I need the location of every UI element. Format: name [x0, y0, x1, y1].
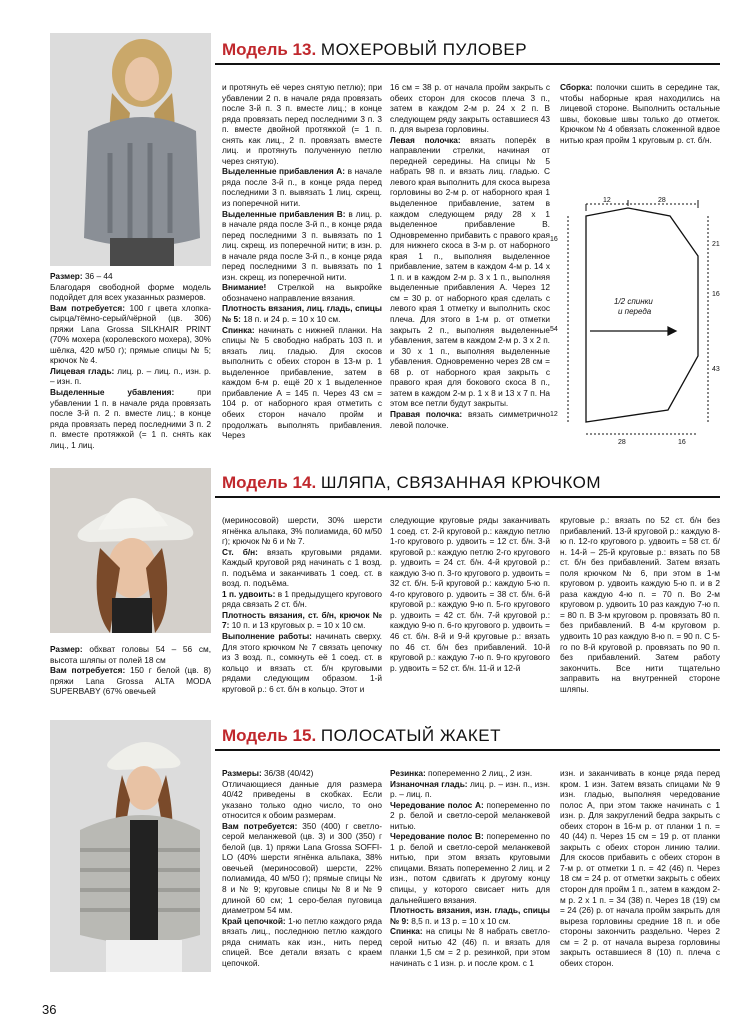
- schema-side-r3: 43: [712, 366, 720, 373]
- m14c2-p0: (мериносовой) шерсти, 30% шерсти ягнёнка альпака, 3% полиамида, 60 м/50 г); крючок № 6 и № 7.: [222, 515, 382, 547]
- model14-name: ШЛЯПА, СВЯЗАННАЯ КРЮЧКОМ: [320, 473, 602, 492]
- schema-left-c: 12: [550, 411, 558, 418]
- model15-col2: [390, 768, 550, 978]
- model15-number: Модель 15.: [222, 726, 317, 745]
- m13c3-p1: Левая полочка: вязать поперёк в направлении стрелки, начиная от передней середины. На спицы № 5 набрать 98 п. и вязать лиц. гладью. С левого края выполнить для скоса выреза горловины во 2-м р. от наборного края 1 выделенное прибавление, затем в каждом следующем ряду 28 х 1 выделенное прибавление В. Одновременно прибавить с правого края для нижнего скоса в 3-м р. от наборного края 1 п., выполняя выделенное прибавление, затем в каждом 4-м р. 14 х 1 п. и в каждом 2-м р. 3 х 1 п., выполняя выделенные прибавления А. Через 12 см = 30 р. от наборного края сделать с левого края 1 отметку и выполнить скос плеча. Для этого в 1-м р. от отметки закрыть 2 п., выполняя выделенные убавления, затем в каждом 2-м р. 3 х 2 п. и 30 х 1 п., выполняя выделенные убавления. Одновременно через 28 см = 68 р. от наборного края закрыть с правого края для бокового скоса 8 п., затем в каждом 2-м р. 1 х 8 и 13 х 7 п. На этом все петли будут закрыты.: [390, 134, 550, 409]
- schema-diagram: [548, 196, 720, 448]
- model13-col1: [50, 271, 211, 451]
- model13-photo: [50, 33, 211, 266]
- m13c2-p2: Выделенные прибавления В: в лиц. р. в начале ряда после 3-й п., в конце ряда перед последними 3 п. вывязать по 1 лиц. скрещ. из поперечной нити; в изн. р. в начале ряда после 3-й п., в конце ряда перед последними 3 п. вывязать по 1 изн. скрещ. из поперечной нити.: [222, 208, 382, 282]
- schema-side-r1: 21: [712, 241, 720, 248]
- schema-side-r2: 16: [712, 291, 720, 298]
- model14-number: Модель 14.: [222, 473, 317, 492]
- schema-label-2: и переда: [618, 307, 652, 316]
- m15c2-p2: Чередование полос А: попеременно по 2 р. белой и светло-серой меланжевой нитью.: [390, 799, 550, 831]
- m13c2-p4: Плотность вязания, лиц. гладь, спицы № 5: 18 п. и 24 р. = 10 х 10 см.: [222, 303, 382, 325]
- m15c1-p2: Вам потребуется: 350 (400) г светло-серой меланжевой (цв. 3) и 300 (350) г белой (цв. 1) пряжи Lana Grossa SOFFI-LO (40% шерсти ягнёнка альпака, 38% овечьей (мериносовой) шерсти, 22% полиамида, 40 м/50 г); прямые спицы № 8 и № 9; круговые спицы № 8 и № 9 длиной 60 см; 1 серо-белая пуговица диаметром 54 мм.: [222, 820, 382, 916]
- model13-col4: [560, 82, 720, 192]
- pattern-schema: [548, 196, 720, 448]
- m13c3-p2: Правая полочка: вязать симметрично левой полочке.: [390, 408, 550, 430]
- page-number: 36: [42, 1002, 57, 1017]
- m13c1-p2: Вам потребуется: 100 г цвета хлопка-сырца/тёмно-серый/чёрной (цв. 306) пряжи Lana Grossa SILKHAIR PRINT (70% мохера (королевского мохера), 30% шёлка, 420 м/50 г); прямые спицы № 5; крючок № 4.: [50, 302, 211, 366]
- model14-title: [222, 473, 601, 493]
- m15c1-p0: Размеры: 36/38 (40/42): [222, 768, 314, 778]
- m14c3-p0: следующие круговые ряды заканчивать 1 соед. ст. 2-й круговой р.: каждую петлю 1-го кругового р. удвоить = 12 ст. б/н. 3-й круговой р.: каждую петлю 2-го кругового р. удвоить = 24 ст. б/н. 4-й круговой р.: каждую 3-ю п. 3-го кругового р. удвоить = 32 ст. б/н. 5-й круговой р.: каждую 5-ю п. 4-го кругового р. удвоить = 38 ст. б/н. 6-й круговой р.: каждую 9-ю п. 5-го кругового р. удвоить = 42 ст. б/н. 7-й круговой р.: каждую 9-ю п. 6-го кругового р. удвоить = 46 ст. б/н. 8-й и 9-й круговые р.: вязать по 46 ст. б/н без прибавлений. 10-й круговой р.: каждую 7-ю п. 9-го кругового р. удвоить = 52 ст. б/н. 11-й и 12-й: [390, 515, 550, 673]
- m14c2-p1: Ст. б/н: вязать круговыми рядами. Каждый круговой ряд начинать с 1 возд. п. подъёма и заканчивать 1 соед. ст. в возд. п. подъёма.: [222, 546, 382, 589]
- m13c2-p5: Спинка: начинать с нижней планки. На спицы № 5 свободно набрать 103 п. и вязать лиц. гладью. Для скосов выполнить с обеих сторон в 13-м р. 1 выделенное прибавление, затем в каждом 6-м р. ещё 20 х 1 выделенное прибавление А = 145 п. Через 43 см = 104 р. от наборного края отметить с обеих сторон начало пройм и продолжать выполнять прибавления. Через: [222, 324, 382, 441]
- model15-col3: [560, 768, 720, 978]
- m13c2-p0: и протянуть её через снятую петлю); при убавлении 2 п. в начале ряда провязать после 3-й п. 3 п. вместе лиц.; в конце ряда провязать перед последними 3 п. 3 п. вместе двойной протяжкой (= 1 п. снять как лиц., 2 п. провязать вместе лиц. и протянуть полученную петлю через снятую).: [222, 82, 382, 166]
- m15c3-p0: изн. и заканчивать в конце ряда перед кром. 1 изн. Затем вязать спицами № 9 изн. гладью, выполняя чередование полос А, при этом также начинать с 1 изн. р. Для закруглений бедра закрыть с обеих сторон в 16-м р. от планки 1 п. = 40 (44) п. Через 15 см = 19 р. от планки закрыть с обеих сторон линию талии. Для скосов прибавить с обеих сторон в 7-м р. от отметки 1 п. = 42 (46) п. Через 18 см = 24 р. от отметки закрыть с обеих сторон для пройм 1 п., затем в каждом 2-м р. 2 х 1 п. = 34 (38) п. Через 18 (19) см = 24 (26) р. от начала пройм закрыть для выреза горловины средние 18 п. и обе стороны закончить раздельно. Через 2 см = 2 р. от начала выреза горловины закрыть оставшиеся 8 (10) п. плеча с обеих сторон.: [560, 768, 720, 968]
- m15c1-p3: Край цепочкой: 1-ю петлю каждого ряда вязать лиц., последнюю петлю каждого ряда снимать как изн., нить перед спицей. Все детали вязать с краем цепочкой.: [222, 915, 382, 968]
- m13c1-p0: Размер: 36 – 44: [50, 271, 113, 281]
- model15-rule: [215, 749, 720, 751]
- model13-rule: [215, 63, 720, 65]
- m14c2-p3: Плотность вязания, ст. б/н, крючок № 7: 10 п. и 13 круговых р. = 10 х 10 см.: [222, 609, 382, 631]
- m13c3-p0: 16 см = 38 р. от начала пройм закрыть с обеих сторон для скосов плеча 3 п., затем в каждом 2-м р. 24 х 2 п. В следующем ряду закрыть оставшиеся 43 п. для выреза горловины.: [390, 82, 550, 135]
- schema-top-b: 28: [658, 197, 666, 204]
- model14-photo: [50, 468, 211, 633]
- model15-title: [222, 726, 501, 746]
- model13-title: [222, 40, 527, 60]
- m13c1-p3: Лицевая гладь: лиц. р. – лиц. п., изн. р. – изн. п.: [50, 365, 211, 387]
- model13-col3: [390, 82, 550, 452]
- model15-photo: [50, 720, 211, 972]
- m13c4-p0: Сборка: полочки сшить в середине так, чтобы наборные края находились на лицевой стороне. Выполнить остальные швы, боковые швы только до отметок. Крючком № 4 обвязать сложенной вдвое нитью края пройм 1 круговым р. ст. б/н.: [560, 82, 720, 145]
- m14c1-p0: Размер: обхват головы 54 – 56 см, высота шляпы от полей 18 см: [50, 644, 211, 665]
- m15c1-p1: Отличающиеся данные для размера 40/42 приведены в скобках. Если указано только одно число, то оно относится к обоим размерам.: [222, 778, 382, 821]
- m15c2-p0: Резинка: попеременно 2 лиц., 2 изн.: [390, 768, 533, 778]
- m14c2-p2: 1 п. удвоить: в 1 предыдущего кругового ряда связать 2 ст. б/н.: [222, 588, 382, 610]
- model14-rule: [215, 496, 720, 498]
- schema-left-a: 16: [550, 236, 558, 243]
- m14c2-p4: Выполнение работы: начинать сверху. Для этого крючком № 7 связать цепочку из 3 возд. п., сомкнуть её 1 соед. ст. в кольцо и вязать ст. б/н круговыми рядами следующим образом. 1-й круговой р.: 6 ст. б/н в кольцо. Этот и: [222, 631, 382, 694]
- model14-col1: [50, 644, 211, 704]
- schema-bottom-a: 28: [618, 439, 626, 446]
- schema-bottom-b: 16: [678, 439, 686, 446]
- woman-jacket-image: [50, 720, 211, 972]
- schema-top-a: 12: [603, 197, 611, 204]
- model14-col3: [390, 515, 550, 705]
- m15c2-p5: Спинка: на спицы № 8 набрать светло-серой нитью 42 (46) п. и вязать для планки 1,5 см = 2 р. резинкой, при этом начинать с 1 изн. р. и после кром. с 1: [390, 926, 550, 968]
- model13-col2: [222, 82, 382, 452]
- schema-left-b: 54: [550, 326, 558, 333]
- model14-col4: [560, 515, 720, 705]
- m15c2-p3: Чередование полос В: попеременно по 1 р. белой и светло-серой меланжевой нитью, при этом вязать круговыми спицами. Вязать попеременно 2 лиц. и 2 изн., потом сдвигать к другому концу спицы, у которого свисает нить для дальнейшего вязания.: [390, 831, 550, 905]
- woman-sweater-image: [50, 33, 211, 266]
- m14c4-p0: круговые р.: вязать по 52 ст. б/н без прибавлений. 13-й круговой р.: каждую 8-ю п. 12-го кругового р. удвоить = 58 ст. б/н. 14-й – 25-й круговые р.: вязать по 58 ст. б/н без прибавлений. Затем вязать поля крючком № 6, при этом в 1-м круговом р. удвоить каждую 5-ю п. и в 2 раза каждую 4-ю п. = 70 п. Во 2-м круговом р. удвоить 10 раз каждую 7-ю п. = 80 п. В 3-м круговом р. провязать 80 п. без прибавлений. В 4-м круговом р. удвоить 10 раз каждую 8-ю п. = 90 п. С 5-го по 8-й круговой р. провязать по 90 п. без прибавлений. Затем работу закончить. Все нити тщательно заправить на внутренней стороне шляпы.: [560, 515, 720, 694]
- model13-name: МОХЕРОВЫЙ ПУЛОВЕР: [320, 40, 528, 59]
- model13-number: Модель 13.: [222, 40, 317, 59]
- m13c2-p3: Внимание! Стрелкой на выкройке обозначено направление вязания.: [222, 282, 382, 303]
- m13c2-p1: Выделенные прибавления А: в начале ряда после 3-й п., в конце ряда перед последними 3 п. вывязать 1 лиц. скрещ. из поперечной нити.: [222, 166, 382, 209]
- model15-name: ПОЛОСАТЫЙ ЖАКЕТ: [320, 726, 502, 745]
- woman-hat-image: [50, 468, 211, 633]
- m13c1-p1: Благодаря свободной форме модель подойдет для всех указанных размеров.: [50, 281, 211, 303]
- model15-col1: [222, 768, 382, 978]
- m14c1-p1: Вам потребуется: 150 г белой (цв. 8) пряжи Lana Grossa ALTA MODA SUPERBABY (67% овечьей: [50, 665, 211, 697]
- schema-label-1: 1/2 спинки: [614, 297, 653, 306]
- m13c1-p4: Выделенные убавления: при убавлении 1 п. в начале ряда провязать после 3-й п. 2 п. вместе лиц.; в конце ряда провязать перед последними 3 п. 2 п. вместе протяжкой (= 1 п. снять как лиц., 1 лиц.: [50, 387, 211, 450]
- model14-col2: [222, 515, 382, 705]
- m15c2-p4: Плотность вязания, изн. гладь, спицы № 9: 8,5 п. и 13 р. = 10 х 10 см.: [390, 905, 550, 926]
- m15c2-p1: Изнаночная гладь: лиц. р. – изн. п., изн. р. – лиц. п.: [390, 778, 550, 800]
